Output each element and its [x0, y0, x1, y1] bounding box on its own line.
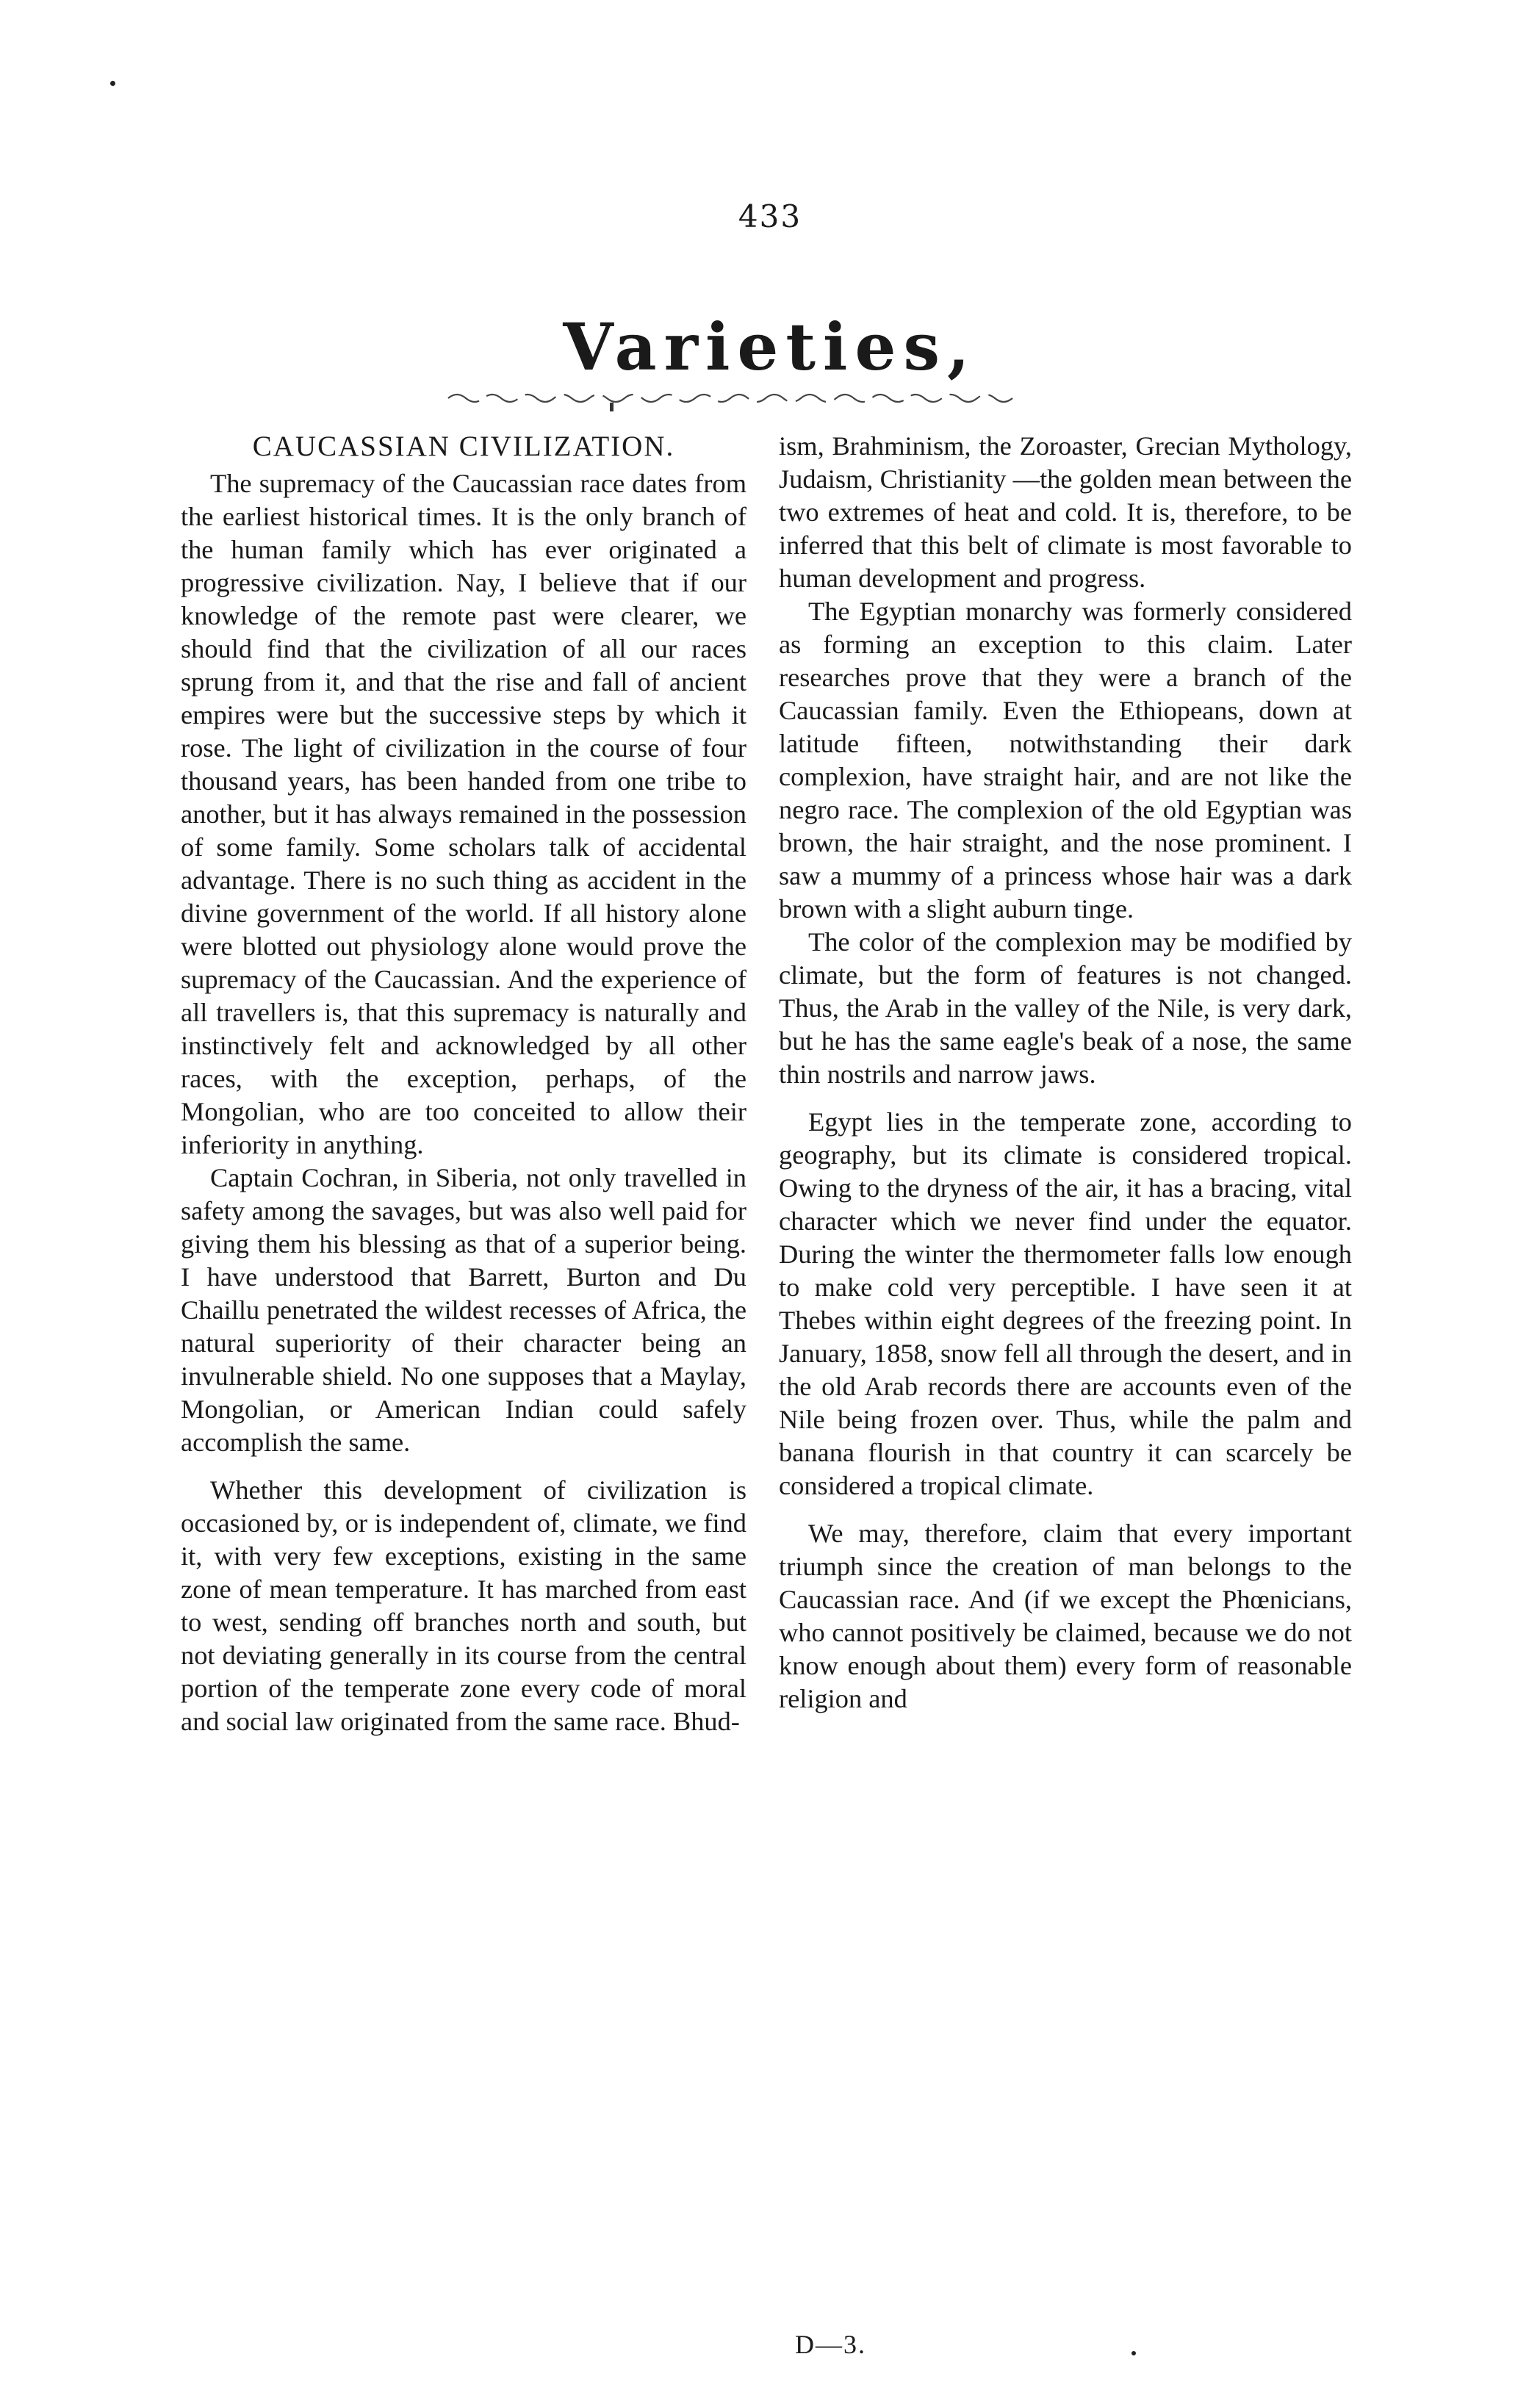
paragraph: The supremacy of the Caucassian race dates from the earliest historical times. It is the only branch of the human family which has ever originated a progressive civilization. Nay, I believe that if our knowledge of the remote past were clearer, we should find that the civilization of all our races sprung from it, and that the rise and fall of ancient empires were but the successive steps by which it rose. The light of civilization in the course of four thousand years, has been handed from one tribe to another, but it has always remained in the possession of some family. Some scholars talk of accidental advantage. There is no such thing as accident in the divine government of the world. If all history alone were blotted out physiology alone would prove the supremacy of the Caucassian. And the experience of all travellers is, that this supremacy is naturally and instinctively felt and acknowledged by all other races, with the exception, perhaps, of the Mongolian, who are too conceited to allow their inferiority in anything.: [181, 469, 746, 1159]
decorative-rule-ornament: [441, 382, 1029, 411]
page-number: 433: [738, 198, 802, 234]
right-column: [779, 430, 1352, 1716]
paragraph: Whether this development of civilization is occasioned by, or is independent of, climate, we find it, with very few exceptions, existing in the same zone of mean temperature. It has marched from east to west, sending off branches north and south, but not deviating generally in its course from the central portion of the temperate zone every code of moral and social law originated from the same race. Bhud-: [181, 1475, 746, 1736]
paragraph: Egypt lies in the temperate zone, according to geography, but its climate is considered tropical. Owing to the dryness of the air, it has a bracing, vital character which we never find under the equator. During the winter the thermometer falls low enough to make cold very perceptible. I have seen it at Thebes within eight degrees of the freezing point. In January, 1858, snow fell all through the desert, and in the old Arab records there are accounts even of the Nile being frozen over. Thus, while the palm and banana flourish in that country it can scarcely be considered a tropical climate.: [779, 1107, 1352, 1500]
signature-mark: D—3.: [795, 2330, 866, 2359]
paragraph-continuation: ism, Brahminism, the Zoroaster, Grecian Mythology, Judaism, Christianity —the golden mean between the two extremes of heat and cold. It is, therefore, to be inferred that this belt of climate is most favorable to human development and progress.: [779, 431, 1352, 593]
article-heading: CAUCASSIAN CIVILIZATION.: [252, 431, 675, 462]
left-column: [181, 430, 746, 1738]
print-speck: [110, 81, 115, 86]
paragraph: The Egyptian monarchy was formerly considered as forming an exception to this claim. Later researches prove that they were a branch of the Caucassian family. Even the Ethiopeans, down at latitude fifteen, notwithstanding their dark complexion, have straight hair, and are not like the negro race. The complexion of the old Egyptian was brown, the hair straight, and the nose prominent. I saw a mummy of a princess whose hair was a dark brown with a slight auburn tinge.: [779, 597, 1352, 924]
print-speck: [1131, 2351, 1136, 2355]
paragraph: Captain Cochran, in Siberia, not only travelled in safety among the savages, but was also well paid for giving them his blessing as that of a superior being. I have understood that Barrett, Burton and Du Chaillu penetrated the wildest recesses of Africa, the natural superiority of their character being an invulnerable shield. No one supposes that a Maylay, Mongolian, or American Indian could safely accomplish the same.: [181, 1163, 746, 1457]
paragraph: The color of the complexion may be modified by climate, but the form of features is not changed. Thus, the Arab in the valley of the Nile, is very dark, but he has the same eagle's beak of a nose, the same thin nostrils and narrow jaws.: [779, 927, 1352, 1089]
paragraph: We may, therefore, claim that every important triumph since the creation of man belongs to the Caucassian race. And (if we except the Phœnicians, who cannot positively be claimed, because we do not know enough about them) every form of reasonable religion and: [779, 1519, 1352, 1713]
section-title: Varieties,: [563, 309, 977, 385]
